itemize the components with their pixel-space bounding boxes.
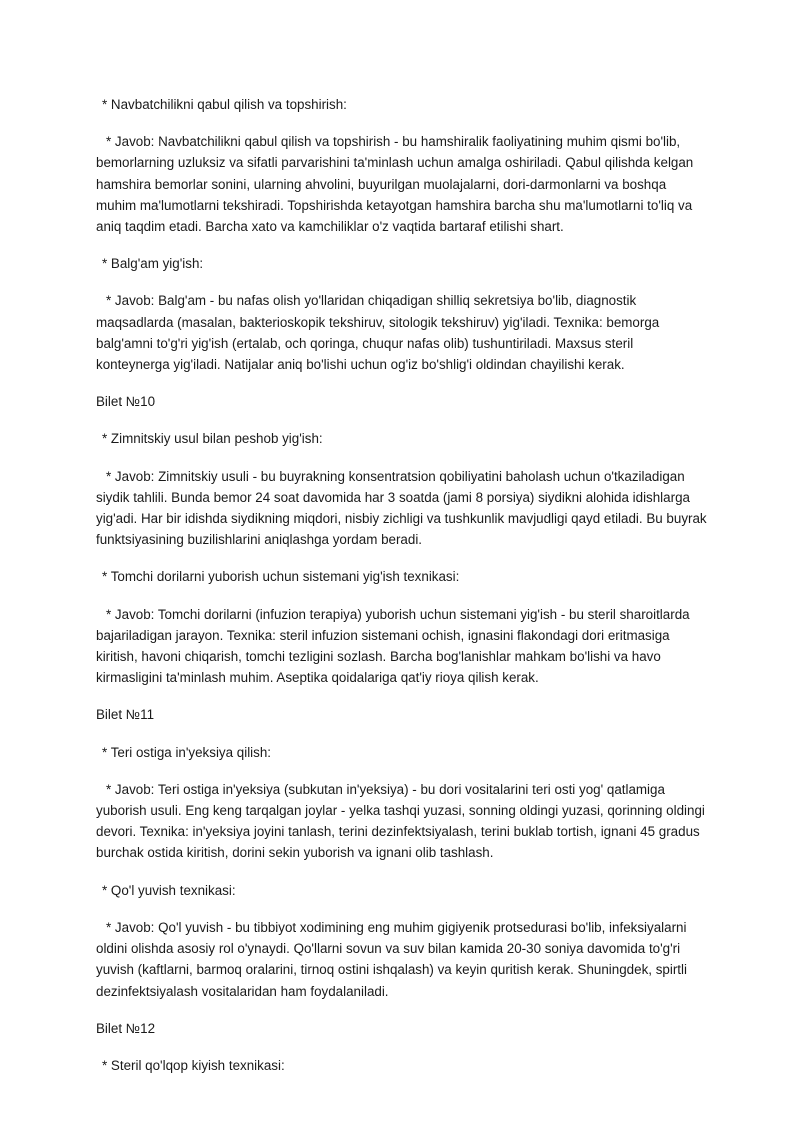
question-text: * Zimnitskiy usul bilan peshob yig'ish:	[102, 431, 323, 447]
document-page	[96, 94, 708, 1092]
ticket-heading: Bilet №12	[96, 1020, 156, 1036]
question-text: * Balg'am yig'ish:	[102, 256, 204, 272]
answer-text: * Javob: Tomchi dorilarni (infuzion terapiya) yuborish uchun sistemani yig'ish - bu steril sharoitlarda bajariladigan jarayon. Texnika: steril infuzion sistemani ochish, ignasini flakondagi dori eritmasiga kiritish, havoni chiqarish, tomchi tezligini sozlash. Barcha bog'lanishlar mahkam bo'lishi va havo kirmasligini ta'minlash muhim. Aseptika qoidalariga qat'iy rioya qilish kerak.	[96, 606, 690, 686]
answer-text: * Javob: Navbatchilikni qabul qilish va topshirish - bu hamshiralik faoliyatining muhim qismi bo'lib, bemorlarning uzluksiz va sifatli parvarishini ta'minlash uchun amalga oshiriladi. Qabul qilishda kelgan hamshira bemorlar sonini, ularning ahvolini, buyurilgan muolajalarni, dori-darmonlarni va boshqa muhim ma'lumotlarni tekshiradi. Topshirishda ketayotgan hamshira barcha shu ma'lumotlarni to'liq va aniq taqdim etadi. Barcha xato va kamchiliklar o'z vaqtida bartaraf etilishi shart.	[96, 134, 694, 235]
question-text: * Tomchi dorilarni yuborish uchun sistemani yig'ish texnikasi:	[102, 569, 460, 585]
question-text: * Steril qo'lqop kiyish texnikasi:	[102, 1057, 285, 1073]
question-text: * Navbatchilikni qabul qilish va topshirish:	[102, 97, 347, 112]
question-text: * Qo'l yuvish texnikasi:	[102, 882, 236, 898]
ticket-heading: Bilet №11	[96, 707, 155, 723]
ticket-heading: Bilet №10	[96, 394, 156, 410]
answer-text: * Javob: Balg'am - bu nafas olish yo'llaridan chiqadigan shilliq sekretsiya bo'lib, diagnostik maqsadlarda (masalan, bakterioskopik tekshiruv, sitologik tekshiruv) yig'iladi. Texnika: bemorga balg'amni to'g'ri yig'ish (ertalab, och qoringa, chuqur nafas olib) tushuntiriladi. Maxsus steril konteynerga yig'iladi. Natijalar aniq bo'lishi uchun og'iz bo'shlig'i oldindan chayilishi kerak.	[96, 293, 660, 373]
answer-text: * Javob: Zimnitskiy usuli - bu buyrakning konsentratsion qobiliyatini baholash uchun o'tkaziladigan siydik tahlili. Bunda bemor 24 soat davomida har 3 soatda (jami 8 porsiya) siydikni alohida idishlarga yig'adi. Har bir idishda siydikning miqdori, nisbiy zichligi va tushkunlik mavjudligi qayd etiladi. Bu buyrak funktsiyasining buzilishlarini aniqlashga yordam beradi.	[96, 468, 707, 548]
answer-text: * Javob: Teri ostiga in'yeksiya (subkutan in'yeksiya) - bu dori vositalarini teri osti yog' qatlamiga yuborish usuli. Eng keng tarqalgan joylar - yelka tashqi yuzasi, sonning oldingi yuzasi, qorinning oldingi devori. Texnika: in'yeksiya joyini tanlash, terini dezinfektsiyalash, terini buklab tortish, ignani 45 gradus burchak ostida kiritish, dorini sekin yuborish va ignani olib tashlash.	[96, 781, 705, 861]
answer-text: * Javob: Qo'l yuvish - bu tibbiyot xodimining eng muhim gigiyenik protsedurasi bo'lib, infeksiyalarni oldini olishda asosiy rol o'ynaydi. Qo'llarni sovun va suv bilan kamida 20-30 soniya davomida to'g'ri yuvish (kaftlarni, barmoq oralarini, tirnoq ostini ishqalash) va keyin quritish kerak. Shuningdek, spirtli dezinfektsiyalash vositalaridan ham foydalaniladi.	[96, 919, 687, 999]
question-text: * Teri ostiga in'yeksiya qilish:	[102, 744, 272, 760]
